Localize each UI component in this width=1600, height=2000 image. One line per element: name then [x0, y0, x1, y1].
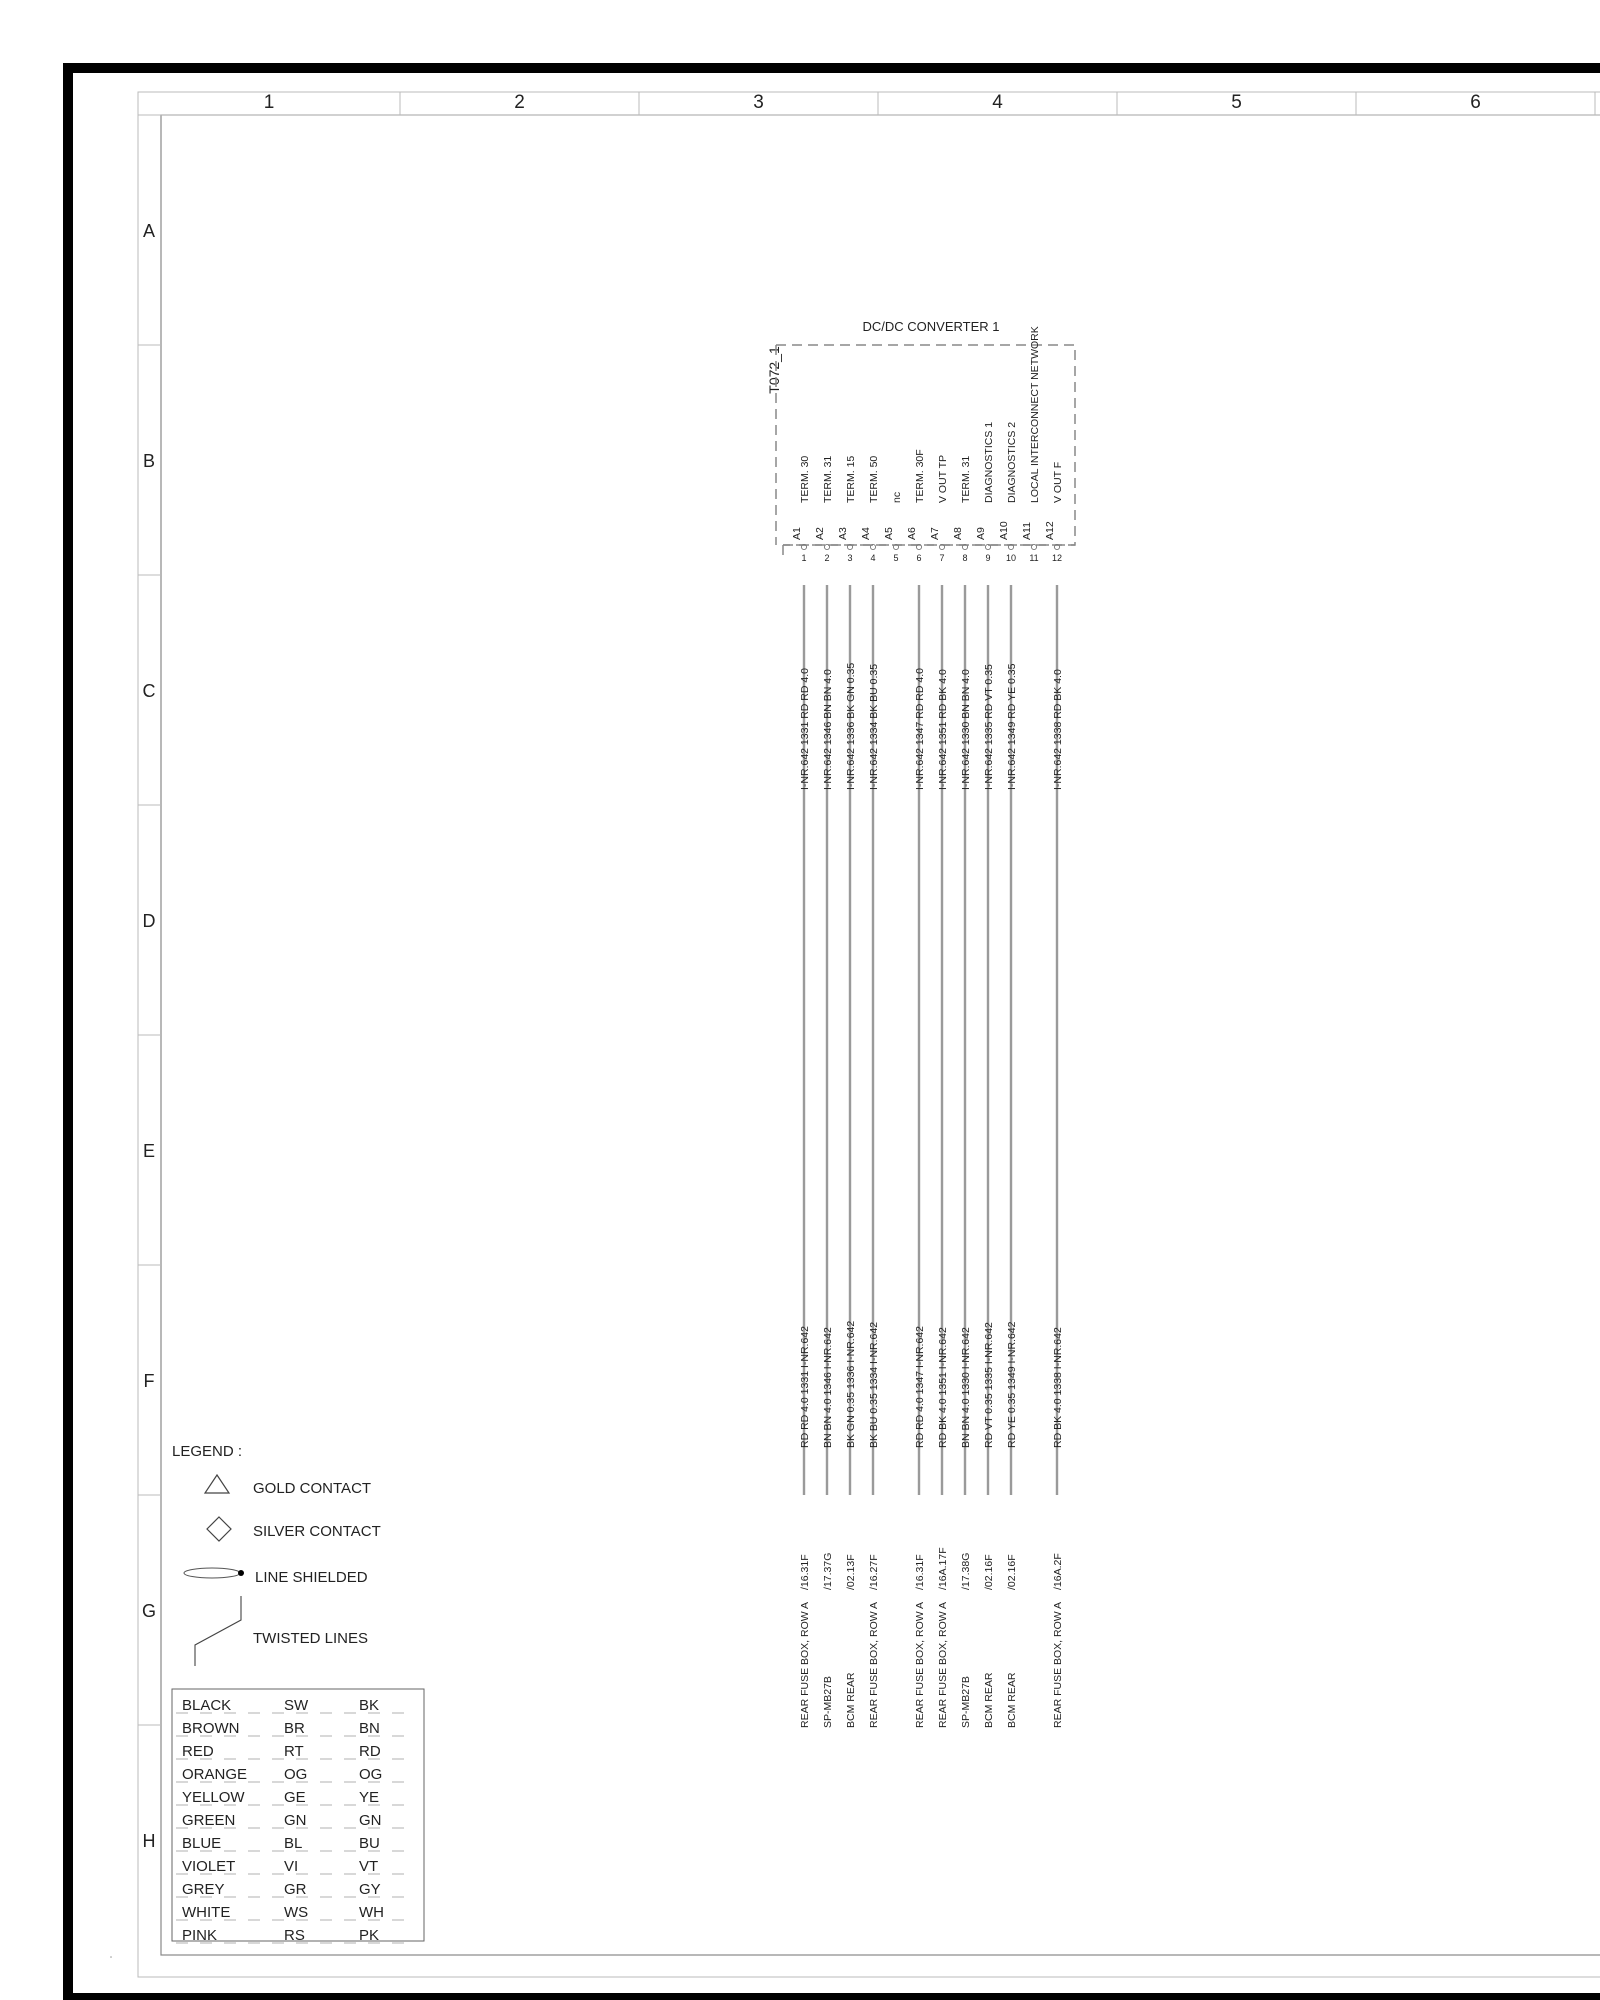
- pin-function-label: TERM. 30: [799, 455, 811, 503]
- row-label: H: [142, 1831, 156, 1851]
- wire-destination: BCM REAR: [845, 1672, 857, 1728]
- row-label: D: [142, 911, 156, 931]
- legend-shielded-label: LINE SHIELDED: [255, 1569, 368, 1586]
- pin-function-label: nc: [891, 491, 903, 503]
- wire-page-reference: /16A.17F: [937, 1547, 949, 1590]
- color-code-en: BN: [359, 1720, 380, 1737]
- wire-label-top: I-NR.642 1330 BN BN 4.0: [960, 669, 972, 790]
- wire-page-reference: /17.38G: [960, 1552, 972, 1590]
- pin-number: 2: [824, 553, 830, 563]
- wire-label-bottom: RD YE 0.35 1349 I-NR.642: [1006, 1321, 1018, 1448]
- row-label: G: [141, 1601, 157, 1621]
- color-code-de: BR: [284, 1720, 305, 1737]
- color-code-de: GN: [284, 1812, 307, 1829]
- pin-name: A6: [906, 527, 918, 540]
- pin-function-label: TERM. 30F: [914, 449, 926, 503]
- wire-label-top: I-NR.642 1349 RD YE 0.35: [1006, 663, 1018, 790]
- column-label: 3: [753, 92, 764, 113]
- pin-number: 9: [985, 553, 991, 563]
- shielded-line-icon: [184, 1568, 240, 1578]
- color-code-de: GR: [284, 1881, 307, 1898]
- wire-label-top: I-NR.642 1351 RD BK 4.0: [937, 669, 949, 790]
- wire-destination: SP-MB27B: [822, 1676, 834, 1728]
- wire-page-reference: /16.31F: [799, 1554, 811, 1590]
- color-name: BLACK: [182, 1697, 232, 1714]
- wire-page-reference: /02.16F: [983, 1554, 995, 1590]
- pin-function-label: V OUT TP: [937, 454, 949, 503]
- color-code-table: [176, 1697, 416, 1944]
- wire-destination: SP-MB27B: [960, 1676, 972, 1728]
- color-name: PINK: [182, 1927, 218, 1944]
- wire-label-bottom: RD BK 4.0 1338 I-NR.642: [1052, 1327, 1064, 1448]
- wire-page-reference: /17.37G: [822, 1552, 834, 1590]
- pin-name: A10: [998, 521, 1010, 540]
- wire-label-top: I-NR.642 1334 BK BU 0.35: [868, 663, 880, 790]
- wire-label-top: I-NR.642 1347 RD RD 4.0: [914, 668, 926, 790]
- pin-function-label: TERM. 31: [822, 455, 834, 503]
- pin-contact-icon: [824, 544, 829, 549]
- color-name: GREY: [182, 1881, 225, 1898]
- row-label: F: [143, 1371, 155, 1391]
- pin-name: A1: [791, 527, 803, 540]
- wire-destination: BCM REAR: [983, 1672, 995, 1728]
- component-title: DC/DC CONVERTER 1: [862, 319, 1000, 334]
- color-code-de: OG: [284, 1766, 308, 1783]
- color-code-en: BU: [359, 1835, 380, 1852]
- wire-label-top: I-NR.642 1338 RD BK 4.0: [1052, 669, 1064, 790]
- column-label: 1: [263, 92, 275, 113]
- color-code-en: PK: [359, 1927, 380, 1944]
- pin-name: A2: [814, 527, 826, 540]
- pin-name: A11: [1021, 522, 1033, 540]
- wire-page-reference: /02.16F: [1006, 1554, 1018, 1590]
- legend-silver-label: SILVER CONTACT: [253, 1523, 381, 1540]
- wire-destination: REAR FUSE BOX, ROW A: [1052, 1601, 1064, 1728]
- color-code-de: RT: [284, 1743, 304, 1760]
- color-code-de: VI: [284, 1858, 299, 1875]
- color-code-de: GE: [284, 1789, 306, 1806]
- color-name: WHITE: [182, 1904, 231, 1921]
- connector-pins: [791, 326, 1064, 563]
- wire-label-top: I-NR.642 1335 RD VT 0.35: [983, 664, 995, 790]
- wire-label-bottom: BN BN 4.0 1330 I-NR.642: [960, 1327, 972, 1448]
- pin-number: 4: [870, 553, 876, 563]
- wire-destination: REAR FUSE BOX, ROW A: [799, 1601, 811, 1728]
- pin-number: 5: [893, 553, 899, 563]
- pin-name: A3: [837, 527, 849, 540]
- pin-name: A12: [1044, 521, 1056, 540]
- color-code-en: GN: [359, 1812, 382, 1829]
- pin-number: 8: [962, 553, 968, 563]
- wire-label-bottom: RD RD 4.0 1347 I-NR.642: [914, 1326, 926, 1448]
- color-name: RED: [182, 1743, 214, 1760]
- row-label: E: [142, 1141, 156, 1161]
- pin-number: 12: [1051, 553, 1063, 563]
- wire-label-bottom: BK BU 0.35 1334 I-NR.642: [868, 1321, 880, 1448]
- wire-page-reference: /02.13F: [845, 1554, 857, 1590]
- wire-label-bottom: BN BN 4.0 1346 I-NR.642: [822, 1327, 834, 1448]
- color-name: BLUE: [182, 1835, 222, 1852]
- column-label: 5: [1231, 92, 1242, 113]
- pin-name: A8: [952, 527, 964, 540]
- wire-destination: REAR FUSE BOX, ROW A: [914, 1601, 926, 1728]
- pin-number: 1: [801, 553, 807, 563]
- column-label: 6: [1470, 92, 1481, 113]
- pin-contact-icon: [1031, 544, 1036, 549]
- color-name: YELLOW: [182, 1789, 245, 1806]
- wire-destination: BCM REAR: [1006, 1672, 1018, 1728]
- color-code-en: RD: [359, 1743, 381, 1760]
- pin-number: 10: [1005, 553, 1017, 563]
- wire-label-top: I-NR.642 1336 BK GN 0.35: [845, 662, 857, 790]
- color-code-en: VT: [359, 1858, 379, 1875]
- pin-number: 7: [939, 553, 945, 563]
- pin-function-label: LOCAL INTERCONNECT NETWORK: [1029, 326, 1041, 503]
- pin-function-label: TERM. 31: [960, 455, 972, 503]
- pin-number: 11: [1029, 553, 1039, 563]
- wire-label-bottom: RD VT 0.35 1335 I-NR.642: [983, 1322, 995, 1448]
- wire-destination: REAR FUSE BOX, ROW A: [937, 1601, 949, 1728]
- color-name: ORANGE: [182, 1766, 248, 1783]
- color-code-en: BK: [359, 1697, 380, 1714]
- drawing-area-frame: [161, 115, 1600, 1955]
- color-code-de: RS: [284, 1927, 305, 1944]
- color-code-en: OG: [359, 1766, 383, 1783]
- pin-function-label: DIAGNOSTICS 2: [1006, 421, 1018, 503]
- pin-function-label: TERM. 15: [845, 455, 857, 503]
- color-name: BROWN: [182, 1720, 240, 1737]
- color-name: VIOLET: [182, 1858, 236, 1875]
- wire-label-top: I-NR.642 1346 BN BN 4.0: [822, 669, 834, 790]
- column-label: 4: [992, 92, 1003, 113]
- wire-label-bottom: RD BK 4.0 1351 I-NR.642: [937, 1327, 949, 1448]
- twisted-lines-icon: [195, 1596, 241, 1666]
- wire-harness: [799, 585, 1064, 1728]
- pin-function-label: V OUT F: [1052, 461, 1064, 503]
- pin-name: A9: [975, 527, 987, 540]
- color-code-de: SW: [284, 1697, 309, 1714]
- color-code-de: WS: [284, 1904, 309, 1921]
- pin-function-label: DIAGNOSTICS 1: [983, 421, 995, 503]
- color-name: GREEN: [182, 1812, 236, 1829]
- color-code-en: GY: [359, 1881, 381, 1898]
- wire-label-bottom: RD RD 4.0 1331 I-NR.642: [799, 1326, 811, 1448]
- row-label: C: [142, 681, 156, 701]
- pin-number: 6: [916, 553, 922, 563]
- color-code-en: WH: [359, 1904, 384, 1921]
- pin-function-label: TERM. 50: [868, 455, 880, 503]
- component-id: T072_1: [766, 346, 782, 394]
- legend-twisted-label: TWISTED LINES: [253, 1630, 369, 1647]
- wire-page-reference: /16A.2F: [1052, 1553, 1064, 1590]
- speck-mark: [110, 1956, 112, 1958]
- wire-label-bottom: BK GN 0.35 1336 I-NR.642: [845, 1320, 857, 1448]
- gold-contact-icon: [205, 1475, 229, 1493]
- pin-name: A5: [883, 527, 895, 540]
- color-code-en: YE: [359, 1789, 380, 1806]
- pin-number: 3: [847, 553, 853, 563]
- row-label: A: [142, 221, 156, 241]
- column-header: [138, 92, 1600, 115]
- legend-title: LEGEND :: [172, 1443, 243, 1460]
- wire-page-reference: /16.27F: [868, 1554, 880, 1590]
- column-label: 2: [514, 92, 525, 113]
- row-header: [138, 221, 161, 1851]
- pin-name: A7: [929, 527, 941, 540]
- silver-contact-icon: [207, 1517, 231, 1541]
- color-code-de: BL: [284, 1835, 303, 1852]
- wire-label-top: I-NR.642 1331 RD RD 4.0: [799, 668, 811, 790]
- legend-gold-label: GOLD CONTACT: [253, 1480, 372, 1497]
- shield-dot-icon: [238, 1570, 244, 1576]
- row-label: B: [142, 451, 156, 471]
- wire-page-reference: /16.31F: [914, 1554, 926, 1590]
- wire-destination: REAR FUSE BOX, ROW A: [868, 1601, 880, 1728]
- pin-name: A4: [860, 527, 872, 540]
